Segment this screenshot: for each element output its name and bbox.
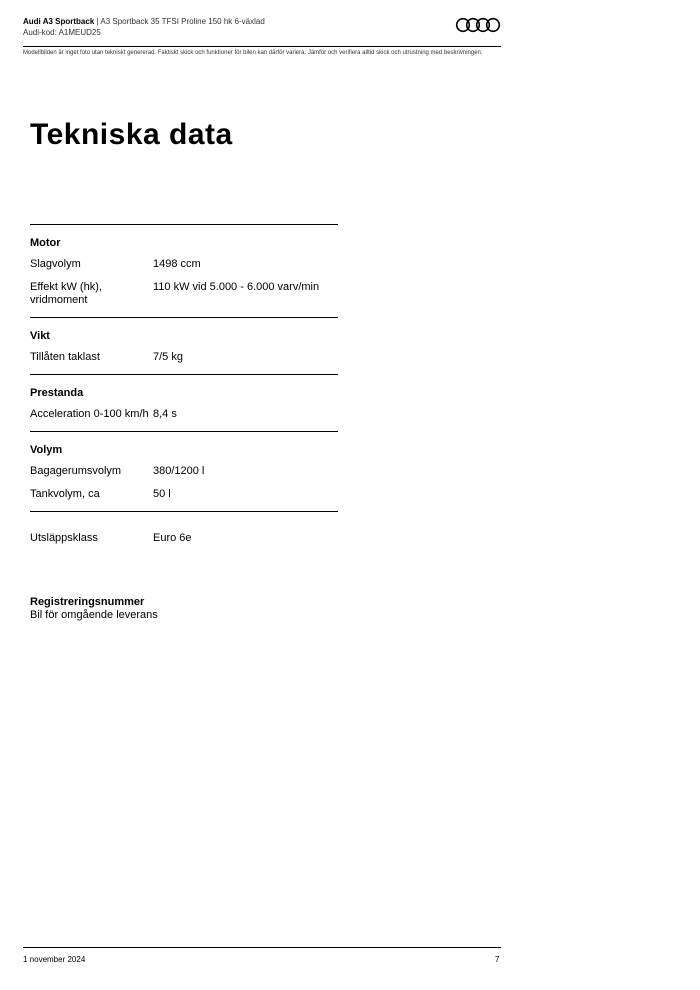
spec-row bbox=[30, 532, 338, 545]
spec-section-vikt bbox=[30, 317, 338, 374]
spec-value: 7/5 kg bbox=[153, 351, 183, 363]
spec-section-prestanda bbox=[30, 374, 338, 431]
section-title: Vikt bbox=[30, 330, 50, 342]
spec-label: Bagagerumsvolym bbox=[30, 465, 122, 477]
spec-row bbox=[30, 408, 338, 421]
document-header bbox=[23, 16, 501, 38]
spec-value: 8,4 s bbox=[153, 408, 177, 420]
page-number: 7 bbox=[495, 955, 500, 964]
spec-value: Euro 6e bbox=[153, 532, 192, 544]
section-title: Prestanda bbox=[30, 387, 84, 399]
footer-divider bbox=[23, 947, 501, 948]
spec-row bbox=[30, 488, 338, 501]
audi-rings-icon bbox=[455, 17, 501, 33]
spec-row bbox=[30, 281, 338, 307]
spec-table bbox=[30, 224, 338, 545]
registration-title: Registreringsnummer bbox=[30, 596, 145, 608]
section-title: Motor bbox=[30, 237, 61, 249]
header-model-line bbox=[23, 16, 501, 27]
spec-label: Slagvolym bbox=[30, 258, 81, 270]
spec-label: Acceleration 0-100 km/h bbox=[30, 408, 149, 420]
spec-value: 50 l bbox=[153, 488, 171, 500]
spec-row bbox=[30, 258, 338, 271]
header-divider bbox=[23, 46, 501, 47]
header-separator: | bbox=[94, 17, 101, 26]
spec-label: Utsläppsklass bbox=[30, 532, 98, 544]
spec-value: 380/1200 l bbox=[153, 465, 205, 477]
registration-block bbox=[30, 596, 158, 622]
spec-label: Tankvolym, ca bbox=[30, 488, 100, 500]
emission-class-section bbox=[30, 511, 338, 545]
spec-value: 1498 ccm bbox=[153, 258, 201, 270]
spec-row bbox=[30, 351, 338, 364]
spec-row bbox=[30, 465, 338, 478]
spec-section-volym bbox=[30, 431, 338, 511]
header-variant: A3 Sportback 35 TFSI Proline 150 hk 6-växlad bbox=[100, 17, 265, 26]
registration-value: Bil för omgående leverans bbox=[30, 609, 158, 621]
footer-date: 1 november 2024 bbox=[23, 955, 86, 964]
section-title: Volym bbox=[30, 444, 63, 456]
spec-label: Tillåten taklast bbox=[30, 351, 100, 363]
spec-section-motor bbox=[30, 224, 338, 317]
header-code: Audi-kod: A1MEUD25 bbox=[23, 28, 101, 37]
header-model: Audi A3 Sportback bbox=[23, 17, 95, 26]
disclaimer-text: Modellbilden är inget foto utan tekniskt genererad. Faktiskt skick och funktioner för bilen kan därför variera. Jämför och verifiera alltid skick och utrustning med beskrivningen. bbox=[23, 50, 483, 56]
spec-label: Effekt kW (hk), vridmoment bbox=[30, 281, 102, 306]
page-title: Tekniska data bbox=[30, 118, 233, 151]
spec-value: 110 kW vid 5.000 - 6.000 varv/min bbox=[153, 281, 320, 293]
